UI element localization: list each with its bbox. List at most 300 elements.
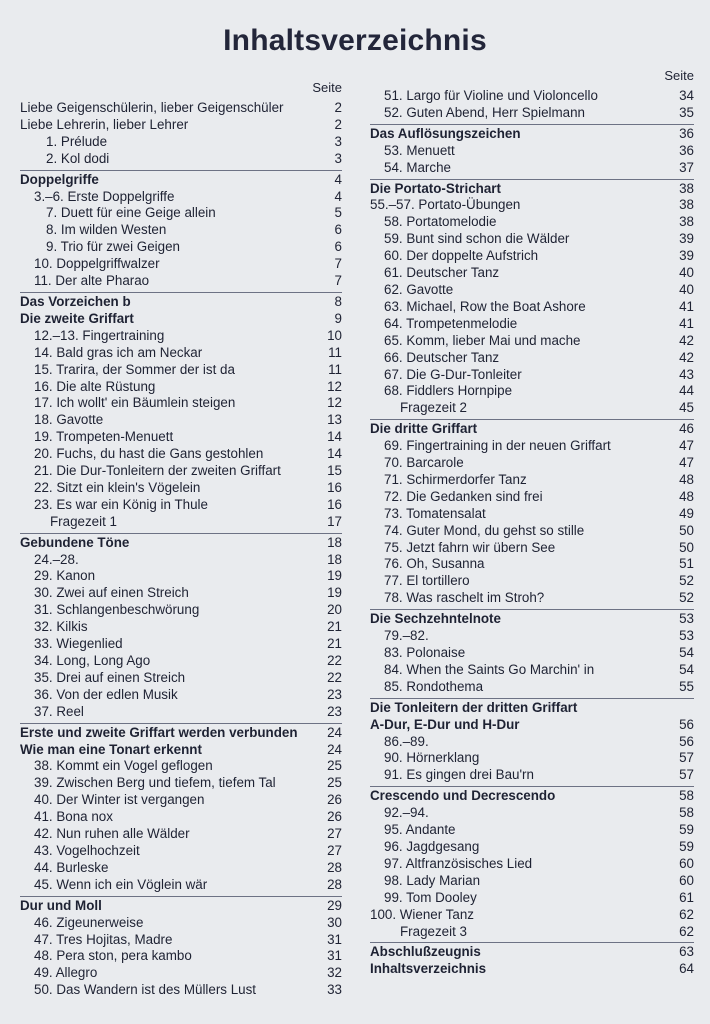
toc-section-heading: [370, 611, 694, 628]
entry-title: 64. Trompetenmelodie: [384, 315, 518, 331]
entry-title: 12.–13. Fingertraining: [34, 327, 165, 343]
entry-title: 75. Jetzt fahrn wir übern See: [384, 539, 556, 555]
entry-page-number: 45: [679, 400, 694, 416]
toc-section-heading: [20, 725, 342, 742]
toc-entry: [370, 367, 694, 384]
toc-entry: [370, 805, 694, 822]
entry-page-number: 31: [327, 948, 342, 964]
entry-title: Liebe Lehrerin, lieber Lehrer: [20, 116, 189, 132]
entry-page-number: 48: [679, 471, 694, 487]
entry-page-number: 11: [328, 361, 342, 377]
entry-page-number: 32: [327, 965, 342, 981]
toc-entry: [20, 704, 342, 721]
entry-page-number: 57: [679, 767, 694, 783]
entry-title: Inhaltsverzeichnis: [370, 961, 487, 977]
entry-title: 8. Im wilden Westen: [46, 222, 167, 238]
toc-entry: [370, 472, 694, 489]
toc-entry: [370, 383, 694, 400]
entry-page-number: 60: [679, 872, 694, 888]
toc-entry: [370, 143, 694, 160]
entry-title: Doppelgriffe: [20, 171, 99, 187]
toc-entry: [20, 982, 342, 999]
entry-page-number: 43: [679, 366, 694, 382]
entry-page-number: 31: [327, 931, 342, 947]
entry-page-number: 41: [679, 315, 694, 331]
entry-title: Gebundene Töne: [20, 534, 130, 550]
entry-page-number: 37: [679, 159, 694, 175]
toc-entry: [370, 890, 694, 907]
entry-page-number: 2: [334, 100, 342, 115]
entry-page-number: 27: [327, 826, 342, 842]
toc-entry: [370, 400, 694, 417]
toc-section-heading: [370, 717, 694, 734]
entry-page-number: 11: [328, 344, 342, 360]
entry-page-number: 52: [679, 573, 694, 589]
entry-title: 3.–6. Erste Doppelgriffe: [34, 188, 175, 204]
entry-page-number: 15: [327, 463, 342, 479]
entry-page-number: 17: [327, 513, 342, 529]
entry-page-number: 44: [679, 383, 694, 399]
entry-page-number: 23: [327, 686, 342, 702]
entry-page-number: 27: [327, 842, 342, 858]
entry-title: 40. Der Winter ist vergangen: [34, 792, 205, 808]
toc-entry: [20, 809, 342, 826]
entry-title: 10. Doppelgriffwalzer: [34, 256, 160, 272]
entry-title: 14. Bald gras ich am Neckar: [34, 344, 203, 360]
entry-page-number: 53: [679, 611, 694, 627]
entry-title: 97. Altfranzösisches Lied: [384, 855, 533, 871]
section-divider: [370, 124, 694, 125]
toc-entry: [20, 514, 342, 531]
entry-title: Crescendo und Decrescendo: [370, 788, 556, 804]
entry-title: Fragezeit 1: [50, 513, 117, 529]
toc-entry: [20, 826, 342, 843]
entry-page-number: 58: [679, 788, 694, 804]
entry-title: 55.–57. Portato-Übungen: [370, 197, 521, 213]
entry-title: 43. Vogelhochzeit: [34, 842, 140, 858]
entry-title: Dur und Moll: [20, 897, 102, 913]
entry-page-number: 58: [679, 805, 694, 821]
entry-page-number: 63: [679, 944, 694, 960]
entry-page-number: 14: [327, 429, 342, 445]
entry-title: 52. Guten Abend, Herr Spielmann: [384, 104, 585, 120]
toc-entry: [20, 758, 342, 775]
entry-title: 48. Pera ston, pera kambo: [34, 948, 192, 964]
toc-entry: [370, 316, 694, 333]
entry-title: Die dritte Griffart: [370, 421, 478, 437]
toc-entry: [20, 775, 342, 792]
entry-title: 86.–89.: [384, 733, 429, 749]
entry-page-number: 35: [679, 104, 694, 120]
toc-entry: [20, 463, 342, 480]
toc-entry: [20, 134, 342, 151]
entry-title: 69. Fingertraining in der neuen Griffart: [384, 438, 611, 454]
toc-entry: [370, 540, 694, 557]
entry-page-number: 55: [679, 678, 694, 694]
entry-title: 7. Duett für eine Geige allein: [46, 205, 216, 221]
toc-entry: [370, 333, 694, 350]
toc-entry: [370, 645, 694, 662]
entry-title: 100. Wiener Tanz: [370, 906, 474, 922]
toc-entry: [20, 395, 342, 412]
entry-page-number: 57: [679, 750, 694, 766]
toc-entry: [370, 679, 694, 696]
toc-entry: [20, 636, 342, 653]
entry-page-number: 53: [679, 628, 694, 644]
entry-title: 16. Die alte Rüstung: [34, 378, 156, 394]
entry-page-number: 24: [327, 724, 342, 740]
entry-title: 85. Rondothema: [384, 678, 484, 694]
toc-entry: [20, 843, 342, 860]
toc-entry: [370, 573, 694, 590]
entry-page-number: 36: [679, 125, 694, 141]
toc-entry: [370, 438, 694, 455]
toc-entry: [20, 273, 342, 290]
entry-title: 67. Die G-Dur-Tonleiter: [384, 366, 522, 382]
entry-page-number: 39: [679, 231, 694, 247]
toc-entry: [370, 750, 694, 767]
entry-title: 83. Polonaise: [384, 645, 466, 660]
entry-page-number: 46: [679, 421, 694, 437]
entry-title: 49. Allegro: [34, 965, 98, 981]
entry-page-number: 16: [327, 496, 342, 512]
entry-page-number: 3: [334, 133, 342, 149]
entry-page-number: 13: [327, 412, 342, 428]
entry-title: Fragezeit 2: [400, 400, 467, 416]
toc-entry: [20, 239, 342, 256]
toc-entry: [370, 105, 694, 122]
entry-page-number: 47: [679, 438, 694, 454]
entry-page-number: 22: [327, 653, 342, 668]
toc-entry: [370, 265, 694, 282]
entry-page-number: 56: [679, 733, 694, 749]
entry-page-number: 47: [679, 455, 694, 471]
toc-entry: [370, 248, 694, 265]
entry-page-number: 36: [679, 142, 694, 158]
entry-title: 17. Ich wollt' ein Bäumlein steigen: [34, 395, 236, 411]
toc-entry: [20, 687, 342, 704]
entry-page-number: 26: [327, 792, 342, 808]
entry-title: 62. Gavotte: [384, 281, 454, 297]
toc-section-heading: [20, 172, 342, 189]
entry-title: Die Portato-Strichart: [370, 180, 501, 196]
toc-column-right: [370, 66, 694, 978]
entry-page-number: 12: [327, 395, 342, 411]
entry-page-number: 40: [679, 265, 694, 281]
toc-section-heading: [370, 126, 694, 143]
toc-entry: [20, 585, 342, 602]
entry-title: 98. Lady Marian: [384, 872, 481, 888]
entry-page-number: 18: [327, 534, 342, 550]
toc-section-heading: [370, 788, 694, 805]
entry-title: Wie man eine Tonart erkennt: [20, 741, 202, 757]
entry-title: 72. Die Gedanken sind frei: [384, 488, 543, 504]
entry-title: 78. Was raschelt im Stroh?: [384, 590, 545, 606]
toc-entry: [370, 350, 694, 367]
toc-entry: [370, 299, 694, 316]
toc-entry: [370, 282, 694, 299]
toc-entry: [20, 948, 342, 965]
entry-title: 24.–28.: [34, 551, 79, 567]
entry-page-number: 52: [679, 590, 694, 606]
entry-title: 92.–94.: [384, 805, 429, 821]
toc-section-heading: [370, 181, 694, 198]
toc-entry: [370, 455, 694, 472]
entry-title: 30. Zwei auf einen Streich: [34, 585, 189, 601]
entry-page-number: 22: [327, 669, 342, 685]
toc-entry: [20, 915, 342, 932]
entry-page-number: 60: [679, 855, 694, 871]
toc-entry: [20, 256, 342, 273]
toc-section-heading: [370, 961, 694, 978]
entry-page-number: 10: [327, 327, 342, 343]
entry-title: 74. Guter Mond, du gehst so stille: [384, 522, 585, 538]
entry-page-number: 28: [327, 876, 342, 892]
entry-page-number: 21: [327, 619, 342, 635]
toc-section-heading: [370, 700, 694, 717]
section-divider: [370, 786, 694, 787]
entry-title: 47. Tres Hojitas, Madre: [34, 931, 173, 947]
toc-entry: [20, 412, 342, 429]
entry-page-number: 38: [679, 180, 694, 196]
toc-entry: [370, 506, 694, 523]
entry-page-number: 7: [334, 256, 342, 272]
toc-section-heading: [20, 311, 342, 328]
page-column-header: Seite: [312, 80, 342, 95]
entry-title: 58. Portatomelodie: [384, 214, 497, 230]
section-divider: [20, 292, 342, 293]
entry-page-number: 24: [327, 741, 342, 757]
entry-title: 22. Sitzt ein klein's Vögelein: [34, 479, 201, 495]
toc-entry: [370, 197, 694, 214]
toc-entry: [370, 489, 694, 506]
toc-entry: [20, 429, 342, 446]
toc-entry: [20, 117, 342, 134]
toc-entry: [370, 907, 694, 924]
toc-section-heading: [370, 944, 694, 961]
entry-page-number: 7: [334, 273, 342, 289]
entry-page-number: 33: [327, 982, 342, 998]
toc-entry: [370, 523, 694, 540]
toc-entry: [370, 160, 694, 177]
toc-entry: [20, 222, 342, 239]
entry-page-number: 59: [679, 822, 694, 838]
toc-entry: [20, 345, 342, 362]
entry-title: 54. Marche: [384, 159, 451, 175]
entry-title: Das Auflösungszeichen: [370, 125, 521, 141]
entry-title: 21. Die Dur-Tonleitern der zweiten Griffart: [34, 463, 281, 479]
entry-title: A-Dur, E-Dur und H-Dur: [370, 716, 520, 732]
entry-page-number: 3: [334, 150, 342, 166]
entry-page-number: 39: [679, 248, 694, 264]
toc-entry: [370, 767, 694, 784]
entry-page-number: 54: [679, 661, 694, 677]
entry-title: 19. Trompeten-Menuett: [34, 429, 174, 445]
toc-entry: [20, 877, 342, 894]
toc-entry: [20, 619, 342, 636]
toc-entry: [370, 590, 694, 607]
toc-entry: [20, 602, 342, 619]
entry-page-number: 16: [327, 479, 342, 495]
entry-page-number: 64: [679, 961, 694, 977]
toc-entry: [370, 822, 694, 839]
entry-title: 9. Trio für zwei Geigen: [46, 239, 180, 255]
toc-entry: [370, 839, 694, 856]
entry-page-number: 2: [334, 116, 342, 132]
entry-title: 59. Bunt sind schon die Wälder: [384, 231, 570, 247]
entry-title: 29. Kanon: [34, 568, 96, 584]
entry-title: 2. Kol dodi: [46, 150, 110, 166]
section-divider: [370, 942, 694, 943]
entry-page-number: 42: [679, 349, 694, 365]
entry-page-number: 28: [327, 859, 342, 875]
entry-page-number: 49: [679, 505, 694, 521]
entry-page-number: 38: [679, 197, 694, 213]
entry-page-number: 41: [679, 298, 694, 314]
toc-entry: [20, 965, 342, 982]
entry-title: Liebe Geigenschülerin, lieber Geigenschüler: [20, 100, 284, 115]
entry-page-number: 4: [334, 171, 342, 187]
entry-page-number: 21: [327, 636, 342, 652]
toc-section-heading: [20, 898, 342, 915]
entry-page-number: 30: [327, 914, 342, 930]
entry-page-number: 42: [679, 332, 694, 348]
entry-title: 84. When the Saints Go Marchin' in: [384, 661, 595, 677]
entry-title: 77. El tortillero: [384, 573, 470, 589]
entry-title: 91. Es gingen drei Bau'rn: [384, 767, 534, 783]
toc-entry: [370, 231, 694, 248]
entry-title: 36. Von der edlen Musik: [34, 686, 178, 702]
toc-entry: [370, 856, 694, 873]
entry-title: 79.–82.: [384, 628, 429, 644]
toc-entry: [20, 151, 342, 168]
entry-title: 1. Prélude: [46, 133, 108, 149]
entry-title: 51. Largo für Violine und Violoncello: [384, 88, 598, 103]
section-divider: [370, 419, 694, 420]
entry-page-number: 18: [327, 551, 342, 567]
entry-page-number: 56: [679, 716, 694, 732]
entry-title: 46. Zigeunerweise: [34, 914, 144, 930]
entry-page-number: 5: [334, 205, 342, 221]
entry-title: Die Sechzehntelnote: [370, 611, 501, 627]
section-divider: [370, 698, 694, 699]
entry-title: 66. Deutscher Tanz: [384, 349, 500, 365]
entry-page-number: 38: [679, 214, 694, 230]
entry-title: 50. Das Wandern ist des Müllers Lust: [34, 982, 257, 998]
entry-page-number: 54: [679, 645, 694, 660]
toc-entry: [20, 100, 342, 117]
toc-entry: [20, 552, 342, 569]
entry-title: Abschlußzeugnis: [370, 944, 481, 960]
toc-section-heading: [20, 742, 342, 759]
entry-title: 38. Kommt ein Vogel geflogen: [34, 758, 213, 774]
toc-section-heading: [20, 535, 342, 552]
entry-page-number: 12: [327, 378, 342, 394]
entry-title: 70. Barcarole: [384, 455, 464, 471]
entry-title: 53. Menuett: [384, 142, 455, 158]
entry-title: 11. Der alte Pharao: [34, 273, 150, 289]
toc-entry: [370, 556, 694, 573]
entry-page-number: 59: [679, 838, 694, 854]
entry-title: 32. Kilkis: [34, 619, 88, 635]
toc-entry: [370, 662, 694, 679]
entry-title: 34. Long, Long Ago: [34, 653, 151, 668]
entry-title: Fragezeit 3: [400, 923, 467, 939]
entry-page-number: 40: [679, 281, 694, 297]
entry-title: 39. Zwischen Berg und tiefem, tiefem Tal: [34, 775, 276, 791]
entry-title: Das Vorzeichen b: [20, 293, 131, 309]
entry-title: 31. Schlangenbeschwörung: [34, 602, 200, 618]
entry-page-number: 6: [334, 222, 342, 238]
entry-title: Erste und zweite Griffart werden verbunden: [20, 724, 298, 740]
toc-entry: [20, 328, 342, 345]
entry-title: 63. Michael, Row the Boat Ashore: [384, 298, 586, 314]
toc-entry: [370, 88, 694, 105]
toc-entry: [370, 924, 694, 941]
page-title: Inhaltsverzeichnis: [223, 24, 487, 57]
entry-page-number: 4: [334, 188, 342, 204]
section-divider: [20, 170, 342, 171]
entry-title: 73. Tomatensalat: [384, 505, 486, 521]
toc-entry: [370, 873, 694, 890]
entry-page-number: 25: [327, 758, 342, 774]
entry-page-number: 48: [679, 488, 694, 504]
section-divider: [370, 609, 694, 610]
entry-page-number: 23: [327, 703, 342, 719]
entry-title: 99. Tom Dooley: [384, 889, 477, 905]
toc-entry: [20, 670, 342, 687]
toc-section-heading: [370, 421, 694, 438]
entry-page-number: 62: [679, 906, 694, 922]
entry-page-number: 6: [334, 239, 342, 255]
entry-title: 44. Burleske: [34, 859, 109, 875]
toc-section-heading: [20, 294, 342, 311]
toc-entry: [370, 734, 694, 751]
toc-entry: [20, 568, 342, 585]
section-divider: [20, 896, 342, 897]
entry-page-number: 61: [679, 889, 694, 905]
entry-page-number: 19: [327, 568, 342, 584]
entry-page-number: 8: [334, 293, 342, 309]
entry-title: 35. Drei auf einen Streich: [34, 669, 186, 685]
entry-page-number: 14: [327, 446, 342, 462]
entry-page-number: 62: [679, 923, 694, 939]
toc-entry: [20, 497, 342, 514]
toc-entry: [20, 205, 342, 222]
entry-page-number: 20: [327, 602, 342, 618]
page-column-header: Seite: [664, 68, 694, 83]
toc-entry: [370, 214, 694, 231]
entry-title: 23. Es war ein König in Thule: [34, 496, 208, 512]
entry-page-number: 29: [327, 897, 342, 913]
entry-title: 68. Fiddlers Hornpipe: [384, 383, 513, 399]
entry-title: 95. Andante: [384, 822, 456, 838]
entry-page-number: 51: [679, 556, 694, 572]
entry-title: 15. Trarira, der Sommer der ist da: [34, 361, 235, 377]
entry-title: 33. Wiegenlied: [34, 636, 123, 652]
entry-page-number: 26: [327, 809, 342, 825]
toc-entry: [20, 653, 342, 670]
entry-title: 96. Jagdgesang: [384, 838, 480, 854]
toc-entry: [20, 792, 342, 809]
section-divider: [20, 533, 342, 534]
entry-title: 45. Wenn ich ein Vöglein wär: [34, 876, 208, 892]
entry-title: Die Tonleitern der dritten Griffart: [370, 699, 578, 715]
toc-entry: [20, 362, 342, 379]
toc-column-left: [20, 78, 342, 999]
entry-title: 42. Nun ruhen alle Wälder: [34, 826, 190, 842]
entry-title: 90. Hörnerklang: [384, 750, 480, 766]
